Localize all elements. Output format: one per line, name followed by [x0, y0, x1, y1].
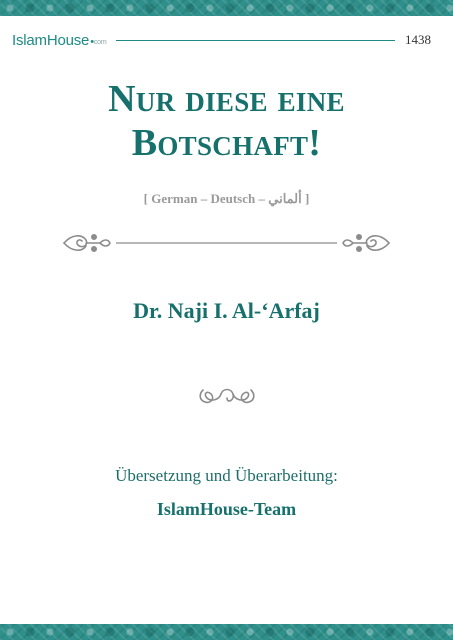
logo-dot: •	[90, 35, 94, 48]
author-name: Dr. Naji I. Al-‘Arfaj	[133, 298, 320, 323]
scroll-divider-ornament-icon	[60, 226, 393, 260]
bottom-decorative-band	[0, 624, 453, 640]
title-line-1: Nur diese eine	[108, 78, 345, 120]
translation-label: Übersetzung und Überarbeitung:	[115, 466, 338, 485]
language-line: [ German – Deutsch – ألماني ]	[143, 191, 310, 206]
knot-ornament-icon	[197, 384, 257, 408]
header-rule	[116, 40, 395, 41]
top-decorative-band	[0, 0, 453, 16]
header-bar	[12, 31, 431, 49]
logo-suffix: com	[93, 38, 107, 46]
translator-team: IslamHouse-Team	[156, 499, 297, 519]
logo-text: IslamHouse	[12, 31, 90, 49]
islamhouse-logo[interactable]	[12, 32, 106, 49]
title-line-2: Botschaft!	[131, 122, 322, 164]
hijri-year: 1438	[405, 32, 431, 47]
